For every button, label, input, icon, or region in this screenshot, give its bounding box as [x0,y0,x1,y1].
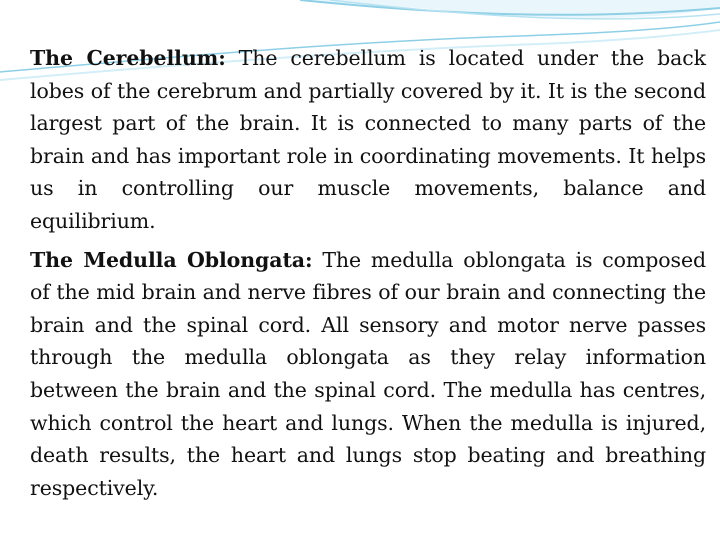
medulla-paragraph [30,244,706,505]
content-area [30,42,706,504]
medulla-term: The Medulla Oblongata: [30,247,313,272]
cerebellum-term: The Cerebellum: [30,46,226,70]
cerebellum-paragraph [30,42,706,238]
cerebellum-description: The cerebellum is located under the back lobes of the cerebrum and partially covered by it. It is the second largest part of the brain. It is connected to many parts of the brain and has important role in coordinating movements. It helps us in controlling our muscle movements, balance and equilibrium. [30,46,707,233]
medulla-description: The medulla oblongata is composed of the mid brain and nerve fibres of our brain and connecting the brain and the spinal cord. All sensory and motor nerve passes through the medulla oblongata as they relay information between the brain and the spinal cord. The medulla has centres, which control the heart and lungs. When the medulla is injured, death results, the heart and lungs stop beating and breathing respectively. [30,247,706,500]
